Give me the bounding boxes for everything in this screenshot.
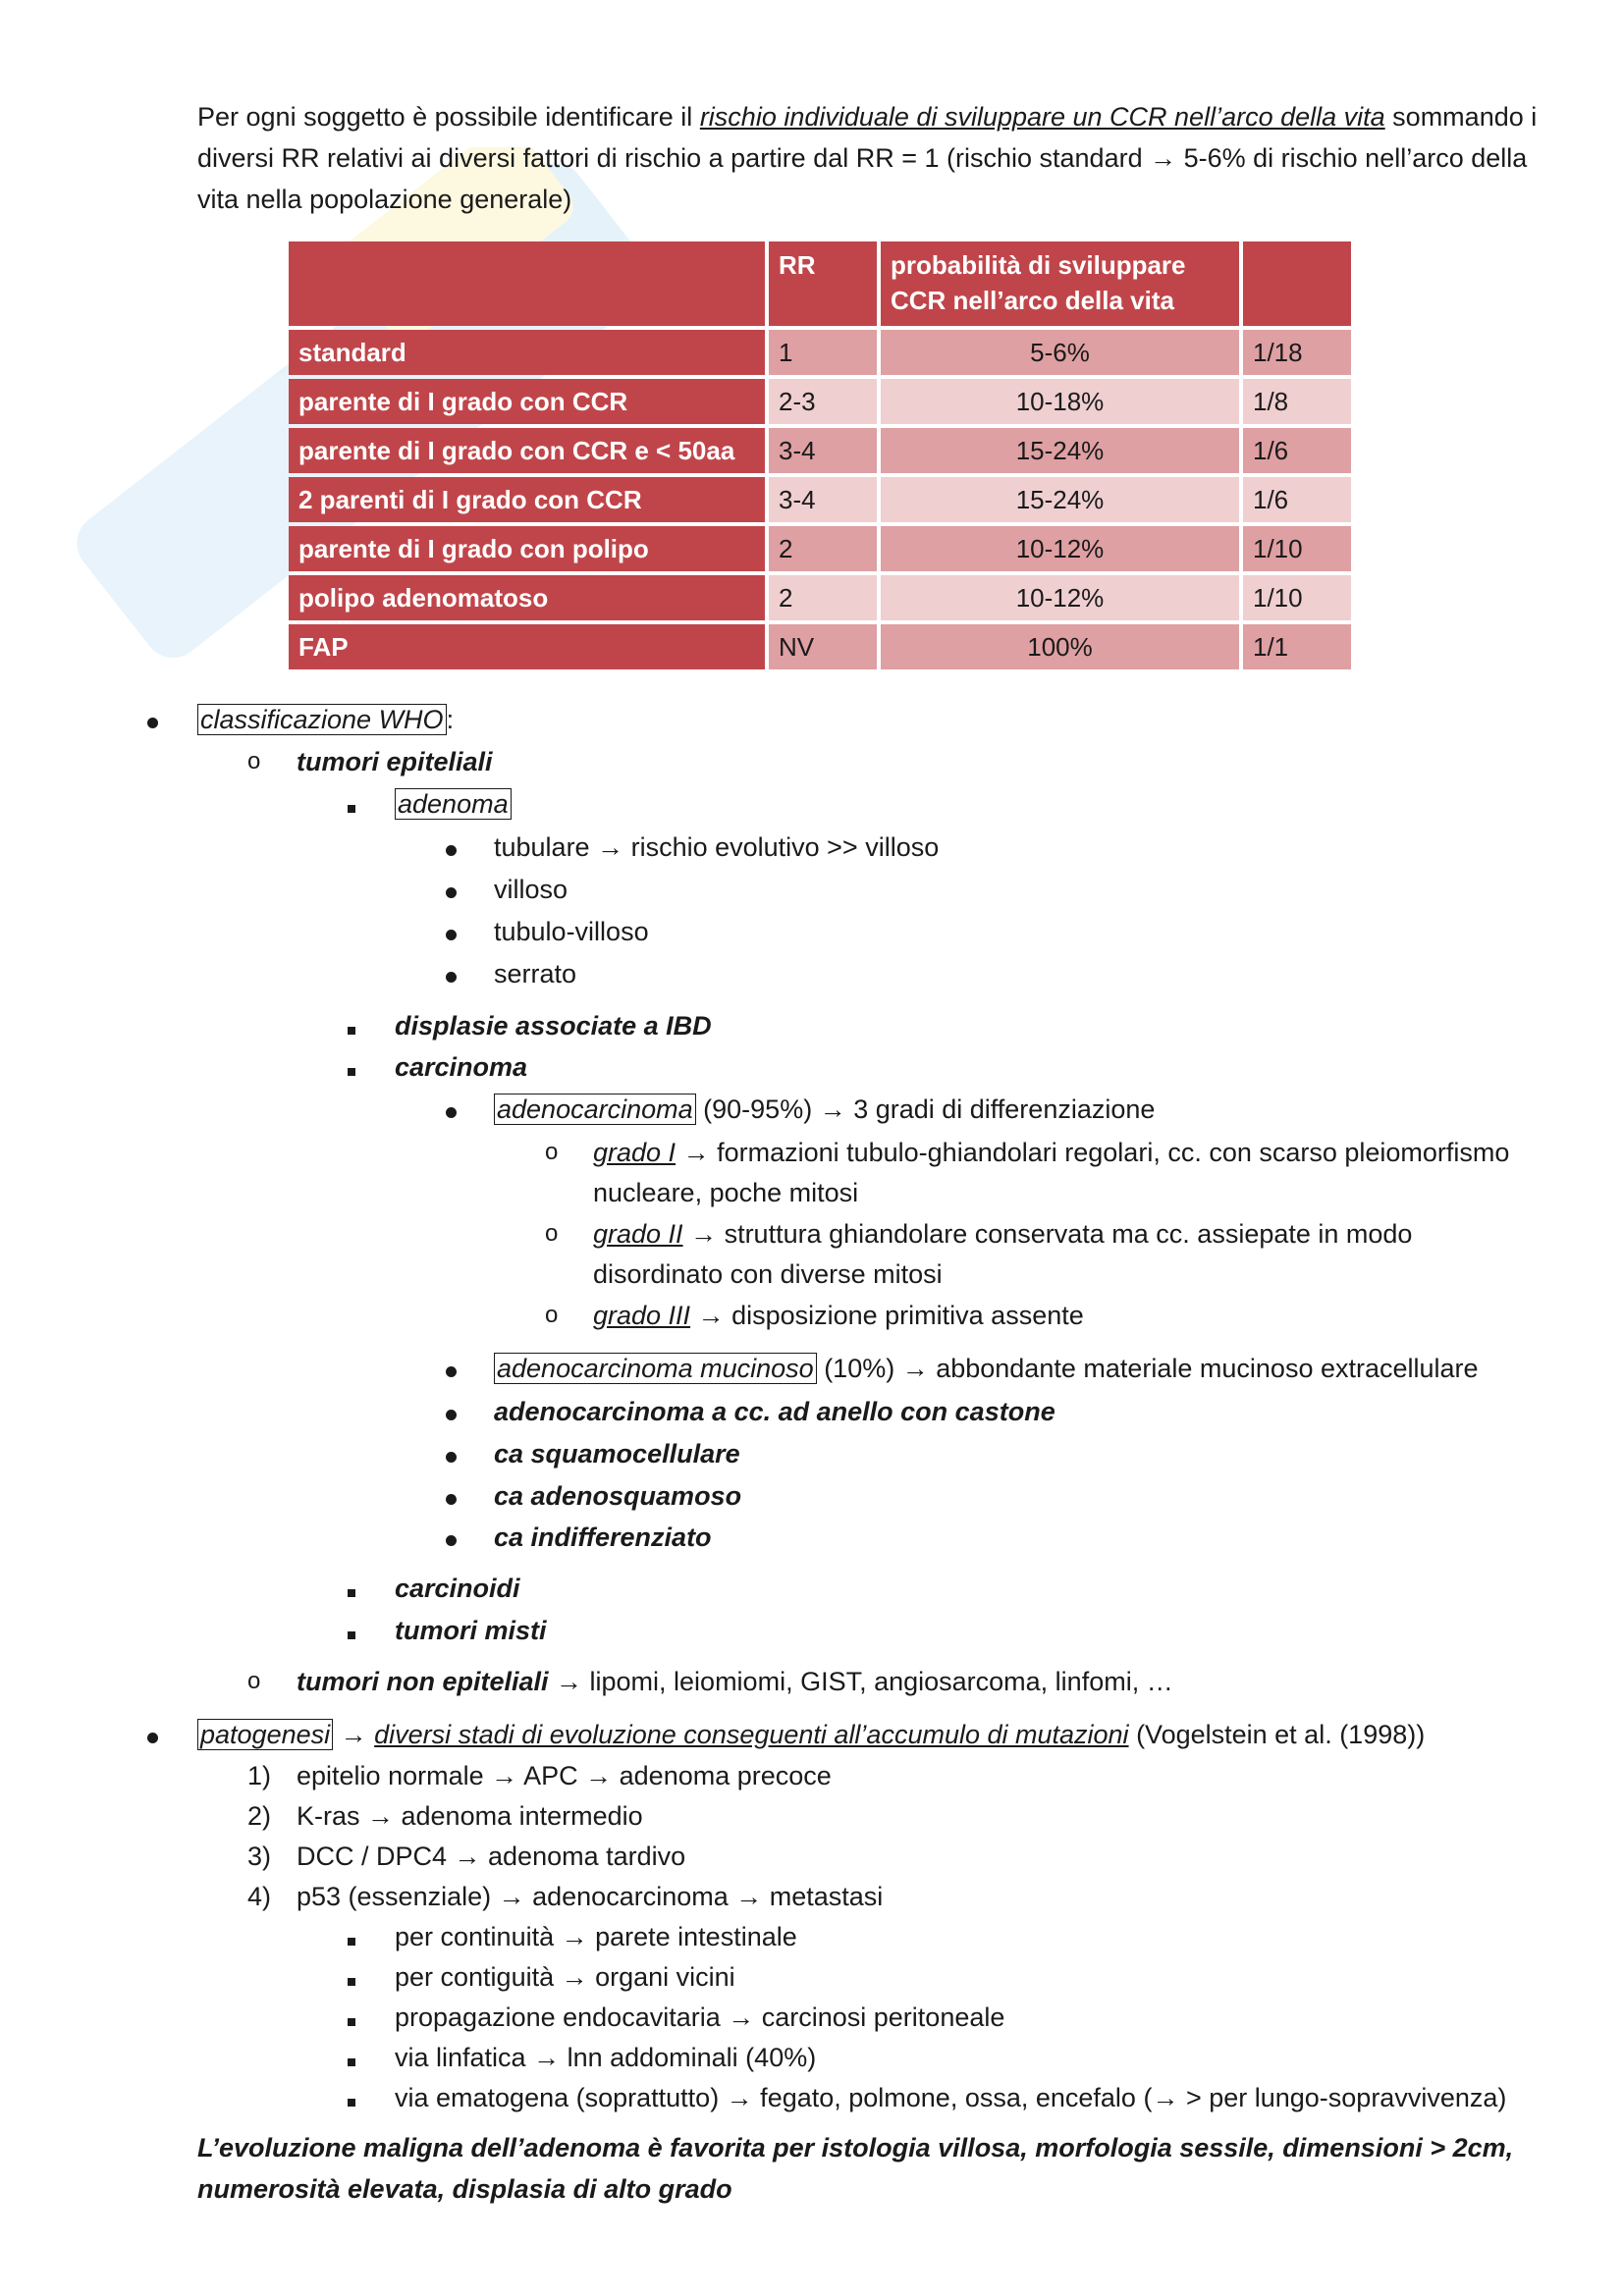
row-rr: 2: [769, 575, 877, 620]
table-row: [289, 379, 1351, 424]
carcinoma-heading: carcinoma: [395, 1052, 528, 1082]
table-header-row: [289, 241, 1351, 326]
tumori-misti: tumori misti: [395, 1616, 547, 1645]
row-probability: 100%: [881, 624, 1239, 669]
row-fraction: 1/6: [1243, 428, 1351, 473]
metastasi-route: via ematogena (soprattutto) → fegato, polmone, ossa, encefalo (→ > per lungo-sopravvivenza): [395, 2083, 1507, 2112]
bullet-icon: [147, 1715, 158, 1754]
grado-1-continuation: nucleare, poche mitosi: [593, 1178, 859, 1207]
circle-bullet-icon: o: [247, 748, 261, 774]
table-row: [289, 624, 1351, 669]
risk-table: [285, 238, 1355, 673]
square-bullet-icon: [348, 1047, 355, 1087]
row-fraction: 1/10: [1243, 575, 1351, 620]
carcinoma-type: ca squamocellulare: [494, 1439, 740, 1468]
row-probability: 10-12%: [881, 526, 1239, 571]
bullet-icon: [446, 1090, 457, 1129]
step-number: 2): [247, 1801, 272, 1831]
conclusion-line-1: L’evoluzione maligna dell’adenoma è favorita per istologia villosa, morfologia sessile, dimensioni > 2cm,: [197, 2133, 1514, 2163]
circle-bullet-icon: o: [545, 1302, 559, 1328]
row-label: polipo adenomatoso: [289, 575, 765, 620]
row-rr: NV: [769, 624, 877, 669]
patogenesi-heading: patogenesi → diversi stadi di evoluzione conseguenti all’accumulo di mutazioni (Vogelstein et al. (1998)): [197, 1715, 1425, 1754]
bullet-icon: [446, 912, 457, 951]
grado-2-line: grado II → struttura ghiandolare conservata ma cc. assiepate in modo: [593, 1219, 1413, 1249]
metastasi-route: propagazione endocavitaria → carcinosi peritoneale: [395, 2002, 1005, 2032]
square-bullet-icon: [348, 1957, 355, 1997]
table-row: [289, 428, 1351, 473]
square-bullet-icon: [348, 1917, 355, 1956]
adenoma-heading: adenoma: [395, 784, 512, 824]
row-probability: 10-12%: [881, 575, 1239, 620]
step-number: 3): [247, 1842, 272, 1871]
row-fraction: 1/8: [1243, 379, 1351, 424]
row-probability: 15-24%: [881, 477, 1239, 522]
carcinoma-type: ca adenosquamoso: [494, 1481, 742, 1511]
row-fraction: 1/18: [1243, 330, 1351, 375]
row-probability: 10-18%: [881, 379, 1239, 424]
metastasi-route: per contiguità → organi vicini: [395, 1962, 735, 1992]
row-rr: 2-3: [769, 379, 877, 424]
step-text: p53 (essenziale) → adenocarcinoma → metastasi: [297, 1882, 884, 1911]
carcinoidi: carcinoidi: [395, 1574, 520, 1603]
row-rr: 1: [769, 330, 877, 375]
row-label: parente di I grado con CCR: [289, 379, 765, 424]
grado-1-line: grado I → formazioni tubulo-ghiandolari regolari, cc. con scarso pleiomorfismo: [593, 1138, 1510, 1167]
step-text: K-ras → adenoma intermedio: [297, 1801, 643, 1831]
row-probability: 15-24%: [881, 428, 1239, 473]
grado-2-continuation: disordinato con diverse mitosi: [593, 1259, 943, 1289]
row-label: 2 parenti di I grado con CCR: [289, 477, 765, 522]
bullet-icon: [446, 1349, 457, 1388]
bullet-icon: [446, 1518, 457, 1557]
adenocarcinoma-line: adenocarcinoma (90-95%) → 3 gradi di differenziazione: [494, 1090, 1155, 1129]
bullet-icon: [446, 870, 457, 909]
row-fraction: 1/1: [1243, 624, 1351, 669]
table-header-cell: probabilità di sviluppare CCR nell’arco della vita: [881, 241, 1239, 326]
square-bullet-icon: [348, 2078, 355, 2117]
row-fraction: 1/10: [1243, 526, 1351, 571]
tumori-non-epiteliali: tumori non epiteliali → lipomi, leiomiomi, GIST, angiosarcoma, linfomi, …: [297, 1667, 1173, 1696]
displasie-ibd: displasie associate a IBD: [395, 1011, 712, 1041]
table-header-cell: [289, 241, 765, 326]
carcinoma-type: adenocarcinoma a cc. ad anello con castone: [494, 1397, 1055, 1426]
bullet-icon: [446, 828, 457, 867]
table-header-cell: RR: [769, 241, 877, 326]
table-row: [289, 477, 1351, 522]
row-rr: 3-4: [769, 428, 877, 473]
who-heading: classificazione WHO :: [197, 700, 454, 739]
row-label: FAP: [289, 624, 765, 669]
row-probability: 5-6%: [881, 330, 1239, 375]
row-label: parente di I grado con polipo: [289, 526, 765, 571]
table-row: [289, 526, 1351, 571]
row-rr: 2: [769, 526, 877, 571]
table-row: [289, 330, 1351, 375]
intro-paragraph: Per ogni soggetto è possibile identificare il rischio individuale di sviluppare un CCR nell’arco della vita sommando i diversi RR relativi ai diversi fattori di rischio a partire dal RR = 1 (rischio standard → 5-6% di rischio nell’arco della vita nella popolazione generale): [197, 102, 1538, 214]
step-number: 1): [247, 1761, 272, 1790]
tumori-epiteliali: tumori epiteliali: [297, 747, 493, 776]
mucinoso-line: adenocarcinoma mucinoso (10%) → abbondante materiale mucinoso extracellulare: [494, 1349, 1479, 1388]
step-number: 4): [247, 1882, 272, 1911]
step-text: DCC / DPC4 → adenoma tardivo: [297, 1842, 686, 1871]
row-label: parente di I grado con CCR e < 50aa: [289, 428, 765, 473]
bullet-icon: [446, 1434, 457, 1473]
row-label: standard: [289, 330, 765, 375]
bullet-icon: [446, 1392, 457, 1431]
adenoma-type: tubulare → rischio evolutivo >> villoso: [494, 832, 940, 862]
circle-bullet-icon: o: [247, 1668, 261, 1694]
adenoma-type: serrato: [494, 959, 577, 988]
bullet-icon: [446, 954, 457, 993]
adenoma-type: villoso: [494, 875, 568, 904]
carcinoma-type: ca indifferenziato: [494, 1522, 712, 1552]
circle-bullet-icon: o: [545, 1139, 559, 1165]
step-text: epitelio normale → APC → adenoma precoce: [297, 1761, 832, 1790]
grado-3-line: grado III → disposizione primitiva assente: [593, 1301, 1084, 1330]
metastasi-route: per continuità → parete intestinale: [395, 1922, 797, 1951]
bullet-icon: [147, 700, 158, 739]
square-bullet-icon: [348, 1006, 355, 1045]
bullet-icon: [446, 1476, 457, 1516]
square-bullet-icon: [348, 784, 355, 824]
adenoma-type: tubulo-villoso: [494, 917, 649, 946]
row-fraction: 1/6: [1243, 477, 1351, 522]
square-bullet-icon: [348, 1611, 355, 1650]
square-bullet-icon: [348, 2038, 355, 2077]
table-row: [289, 575, 1351, 620]
who-title: classificazione WHO: [197, 704, 447, 735]
square-bullet-icon: [348, 1998, 355, 2037]
conclusion-line-2: numerosità elevata, displasia di alto grado: [197, 2174, 732, 2204]
intro-underlined: rischio individuale di sviluppare un CCR nell’arco della vita: [699, 102, 1385, 132]
metastasi-route: via linfatica → lnn addominali (40%): [395, 2043, 817, 2072]
square-bullet-icon: [348, 1569, 355, 1608]
table-header-cell: [1243, 241, 1351, 326]
circle-bullet-icon: o: [545, 1220, 559, 1247]
row-rr: 3-4: [769, 477, 877, 522]
